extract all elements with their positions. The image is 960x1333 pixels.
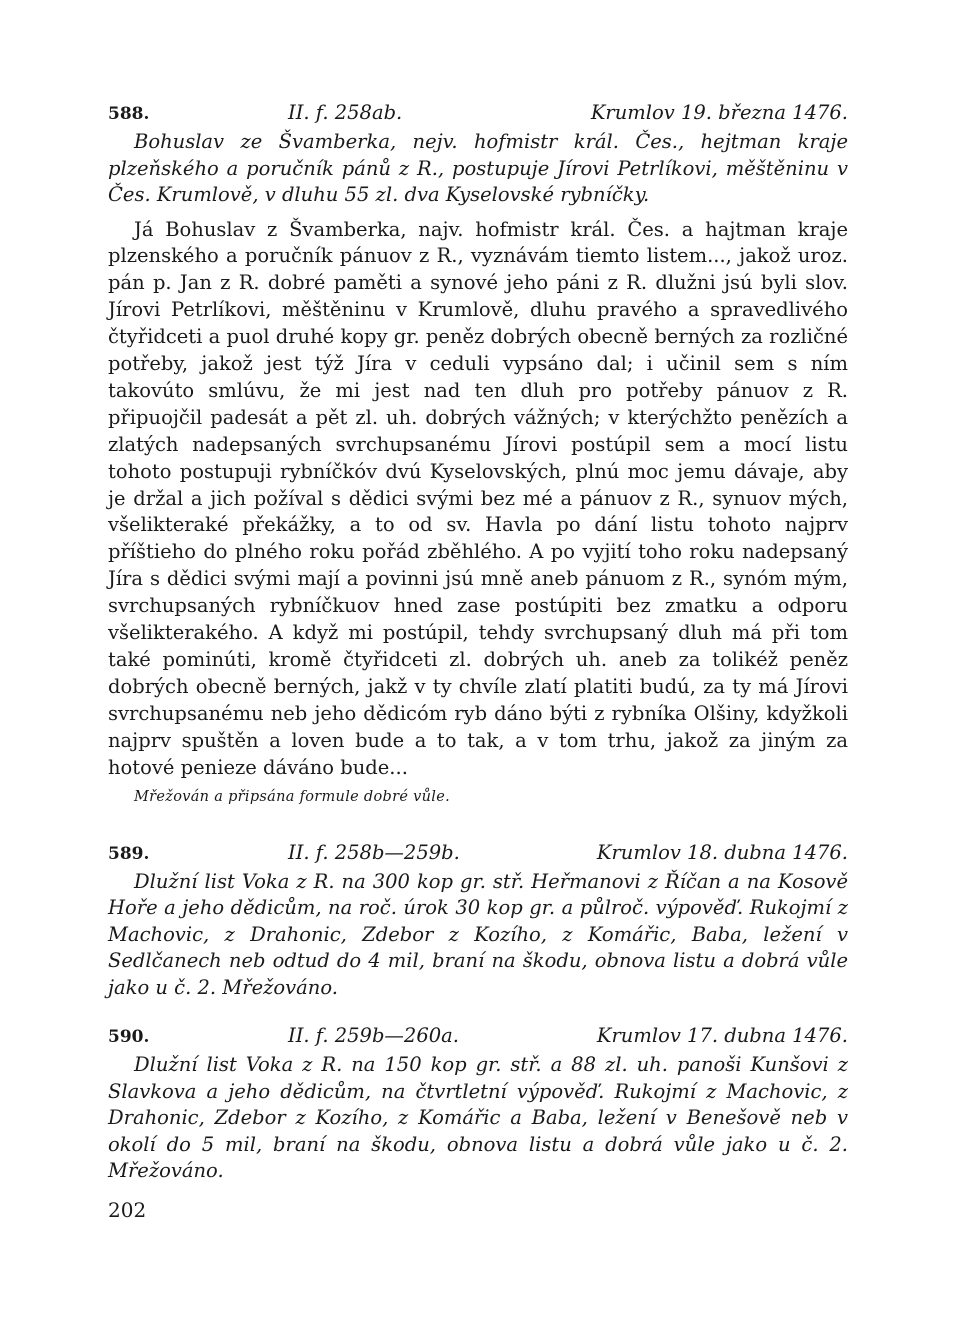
place-date: Krumlov 19. března 1476. bbox=[590, 101, 848, 124]
page-number: 202 bbox=[108, 1198, 147, 1222]
entry-590 bbox=[108, 1023, 848, 1185]
entry-number: 589. bbox=[108, 843, 150, 864]
place-date: Krumlov 17. dubna 1476. bbox=[596, 1024, 848, 1048]
folio-reference: II. f. 259b—260a. bbox=[288, 1024, 459, 1048]
folio-reference: II. f. 258b—259b. bbox=[288, 840, 460, 864]
editorial-note: Mřežován a připsána formule dobré vůle. bbox=[134, 788, 450, 805]
entry-header bbox=[108, 100, 848, 127]
document-page bbox=[108, 100, 848, 1185]
folio-reference: II. f. 258ab. bbox=[288, 101, 403, 124]
regest-summary: Bohuslav ze Švamberka, nejv. hofmistr král. Čes., hejtman kraje plzeňského a poručník pánů z R., postupuje Jírovi Petrlíkovi, měštěninu v Čes. Krumlově, v dluhu 55 zl. dva Kyselovské rybníčky. bbox=[108, 130, 848, 206]
entry-header bbox=[108, 1023, 848, 1050]
charter-text: Já Bohuslav z Švamberka, najv. hofmistr král. Čes. a hajtman kraje plzenského a poručník pánuov z R., vyznávám tiemto listem..., jakož uroz. pán p. Jan z R. dobré paměti a synové jeho páni z R. dlužni jsú byli slov. Jírovi Petrlíkovi, měštěninu v Krumlově, dluhu pravého a spravedlivého čtyřidceti a puol druhé kopy gr. peněz dobrých obecně berných za rozličné potřeby, jakož jest týž Jíra v ceduli vypsáno dal; i učinil sem s ním takovúto smlúvu, že mi jest nad ten dluh pro potřeby pánuov z R. připuojčil padesát a pět zl. uh. dobrých vážných; v kterýchžto penězích a zlatých nadepsaných svrchupsanému Jírovi postúpil sem a mocí listu tohoto postupuji rybníčkóv dvú Kyselovských, plnú moc jemu dávaje, aby je držal a jich požíval s dědici svými bez mé a pánuov z R., synuov mých, všelikteraké překážky, a to od sv. Havla po dání listu tohoto najprv příštieho do plného roku pořád zběhlého. A po vyjití toho roku nadepsaný Jíra s dědici svými mají a povinni jsú mně aneb pánuom z R., synóm mým, svrchupsaných rybníčkuov hned zase postúpiti bez zmatku a odporu všelikterakého. A když mi postúpil, tehdy svrchupsaný dluh má při tom také pominúti, kromě čtyřidceti zl. dobrých uh. aneb za tolikéž peněz dobrých obecně berných, jakž v ty chvíle zlatí platiti budú, za ty má Jírovi svrchupsanému neb jeho dědicóm ryb dáno býti z rybníka Olšiny, kdyžkoli najprv spuštěn a loven bude a to tak, a v tom trhu, jakož za jiným za hotové penieze dáváno bude... bbox=[108, 217, 848, 779]
entry-588 bbox=[108, 100, 848, 808]
place-date: Krumlov 18. dubna 1476. bbox=[596, 840, 848, 864]
entry-number: 590. bbox=[108, 1027, 150, 1048]
entry-589 bbox=[108, 840, 848, 1002]
entry-header bbox=[108, 840, 848, 867]
regest-summary: Dlužní list Voka z R. na 150 kop gr. stř. a 88 zl. uh. panoši Kunšovi z Slavkova a jeho dědicům, na čtvrtletní výpověď. Rukojmí z Machovic, z Drahonic, Zdebor z Kozího, z Komářic a Baba, ležení v Benešově neb v okolí do 5 mil, braní na škodu, obnova listu a dobrá vůle jako u č. 2. Mřežováno. bbox=[108, 1053, 848, 1183]
entry-number: 588. bbox=[108, 104, 150, 124]
regest-summary: Dlužní list Voka z R. na 300 kop gr. stř. Heřmanovi z Říčan a na Kosově Hoře a jeho dědicům, na roč. úrok 30 kop gr. a půlroč. výpověď. Rukojmí z Machovic, z Drahonic, Zdebor z Kozího, z Komářic, Baba, ležení v Sedlčanech neb odtud do 4 mil, braní na škodu, obnova listu a dobrá vůle jako u č. 2. Mřežováno. bbox=[108, 869, 848, 999]
